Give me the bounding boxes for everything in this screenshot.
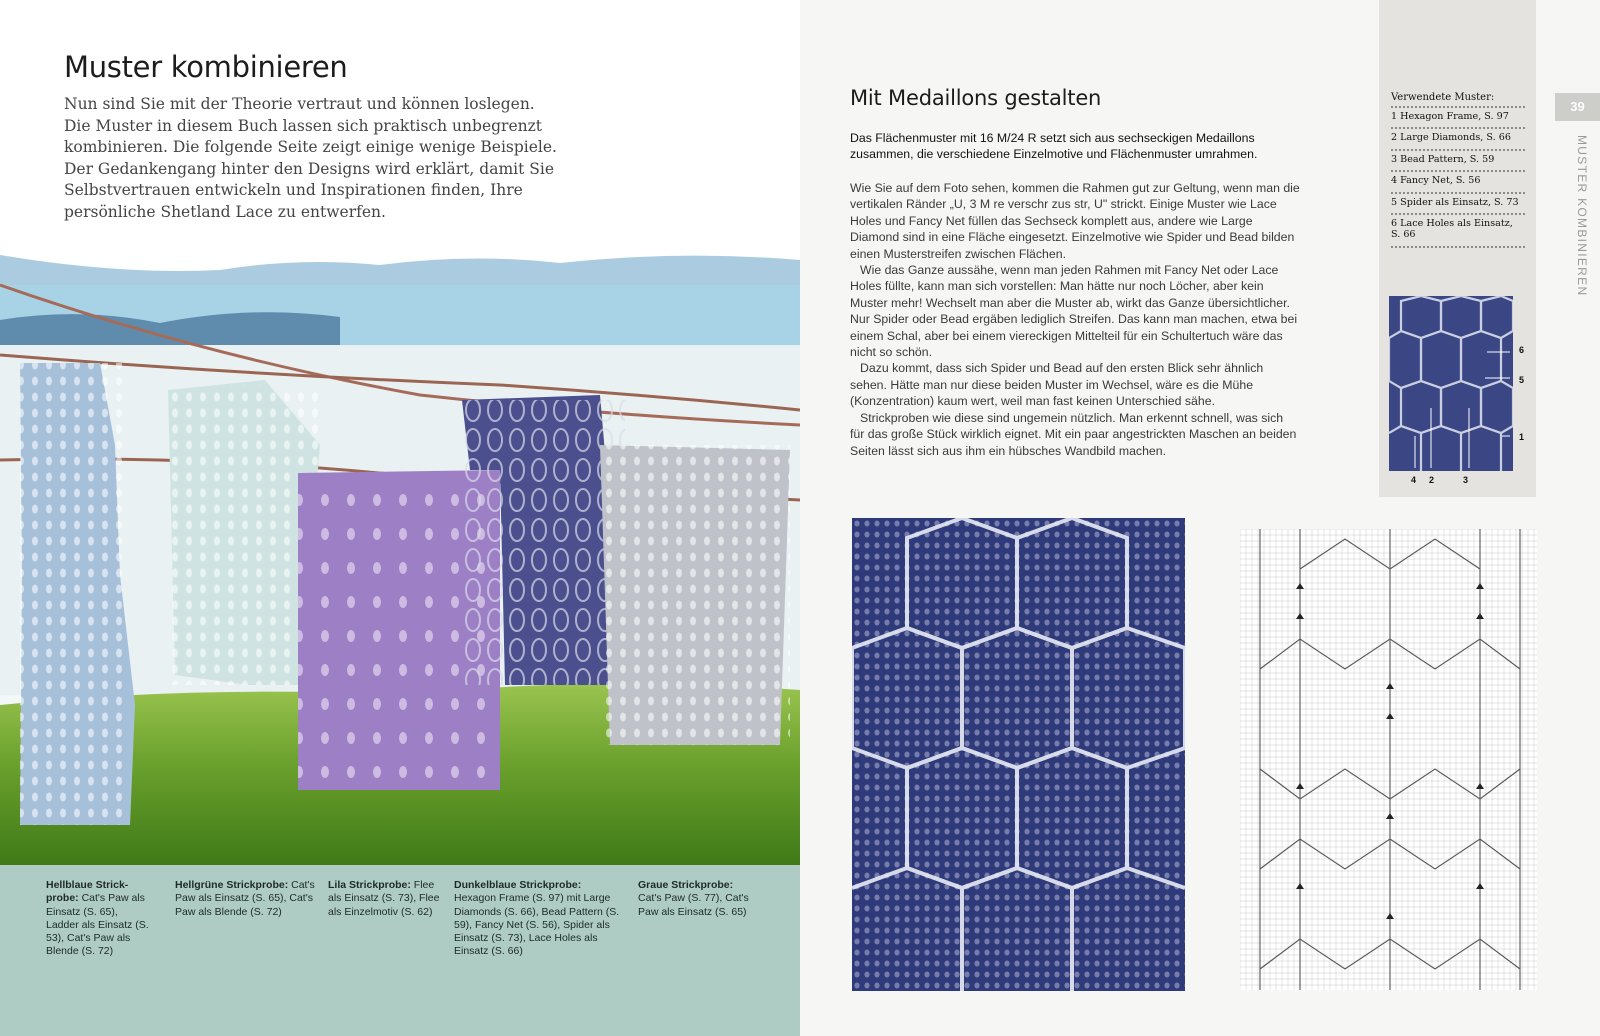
- caption-grey: Graue Strickprobe: Cat's Paw (S. 77), Cat's Paw als Einsatz (S. 65): [638, 879, 749, 918]
- running-head: MUSTER KOMBINIEREN: [1575, 135, 1589, 297]
- callout-label: 2: [1429, 475, 1435, 485]
- caption-light-green: Hellgrüne Strickprobe: Cat's Paw als Einsatz (S. 65), Cat's Paw als Blende (S. 72): [175, 879, 315, 918]
- section-title: Mit Medaillons gestalten: [850, 86, 1102, 110]
- list-item: 5 Spider als Einsatz, S. 73: [1391, 192, 1525, 213]
- list-item: 3 Bead Pattern, S. 59: [1391, 149, 1525, 170]
- callout-label: 5: [1519, 375, 1525, 385]
- callout-label: 4: [1411, 475, 1417, 485]
- pattern-list: [1391, 106, 1525, 248]
- caption-purple: Lila Strickprobe: Flee als Einsatz (S. 73), Flee als Einzelmotiv (S. 62): [328, 879, 440, 918]
- lace-samples-photo: [0, 245, 800, 865]
- list-item: 6 Lace Holes als Einsatz, S. 66: [1391, 213, 1525, 248]
- body-text: [850, 180, 1300, 459]
- sidebar-title: Verwendete Muster:: [1391, 92, 1495, 103]
- paragraph: Wie das Ganze aussähe, wenn man jeden Rahmen mit Fancy Net oder Lace Holes füllte, kann man sich vorstellen: Man hätte nur noch Löcher, aber kein Muster mehr! Wechselt man aber die Muster ab, wirkt das Ganze übersichtlicher. Nur Spider oder Bead ergäben lediglich Streifen. Das kann man machen, etwa bei einem Schal, aber bei einem viereckigen Mittelteil für ein Schultertuch wäre das nicht so schön.: [850, 263, 1298, 360]
- caption-bar: [0, 865, 800, 1036]
- caption-light-blue: Hellblaue Strick-probe: Cat's Paw als Einsatz (S. 65), Ladder als Einsatz (S. 53), Cat's Paw als Blende (S. 72): [46, 879, 149, 958]
- callout-label: 6: [1519, 345, 1525, 355]
- callout-label: 3: [1463, 475, 1469, 485]
- large-swatch-photo: [852, 518, 1185, 991]
- caption-dark-blue: Dunkelblaue Strickprobe: Hexagon Frame (S. 97) mit Large Diamonds (S. 66), Bead Pattern (S. 59), Fancy Net (S. 56), Spider als Einsatz (S. 73), Lace Holes als Einsatz (S. 66): [454, 879, 620, 958]
- paragraph: Dazu kommt, dass sich Spider und Bead auf den ersten Blick sehr ähnlich sehen. Hätte man nur diese beiden Muster im Wechsel, wäre es die Mühe (Konzentration) kaum wert, weil man fast keinen Unterschied sähe.: [850, 361, 1264, 409]
- paragraph: Wie Sie auf dem Foto sehen, kommen die Rahmen gut zur Geltung, wenn man die vertikalen Ränder „U, 3 M re verschr zus str, U" strickt. Einige Muster wie Lace Holes und Fancy Net füllen das Sechseck komplett aus, andere wie Large Diamond sind in eine Fläche eingesetzt. Einzelmotive wie Spider und Bead bilden einen Musterstreifen zwischen Flächen.: [850, 181, 1300, 261]
- list-item: 2 Large Diamonds, S. 66: [1391, 127, 1525, 148]
- paragraph: Strickproben wie diese sind ungemein nützlich. Man erkennt schnell, was sich für das große Stück wirklich eignet. Mit ein paar angestrickten Maschen an beiden Seiten lässt sich aus ihm ein hübsches Wandbild machen.: [850, 410, 1297, 458]
- page-number: 39: [1555, 93, 1600, 121]
- list-item: 1 Hexagon Frame, S. 97: [1391, 106, 1525, 127]
- callout-label: 1: [1519, 432, 1525, 442]
- page-title: Muster kombinieren: [64, 50, 348, 84]
- list-item: 4 Fancy Net, S. 56: [1391, 170, 1525, 191]
- lead-paragraph: Das Flächenmuster mit 16 M/24 R setzt sich aus sechseckigen Medaillons zusammen, die verschiedene Einzelmotive und Flächenmuster umrahmen.: [850, 131, 1258, 162]
- knitting-chart: [1240, 529, 1537, 990]
- intro-text: Nun sind Sie mit der Theorie vertraut und können loslegen. Die Muster in diesem Buch lassen sich praktisch unbegrenzt kombinieren. Die folgende Seite zeigt einige wenige Beispiele. Der Gedankengang hinter den Designs wird erklärt, damit Sie Selbstvertrauen entwickeln und Inspirationen finden, Ihre persönliche Shetland Lace zu entwerfen.: [64, 95, 557, 221]
- small-swatch-diagram: [1389, 296, 1513, 471]
